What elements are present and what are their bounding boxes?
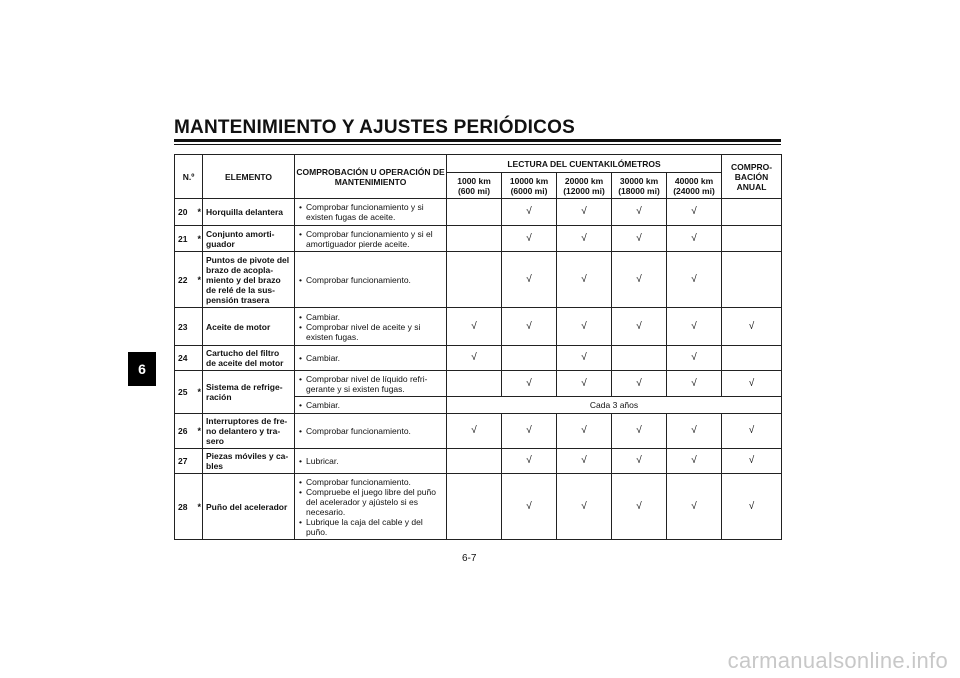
check-mark: √	[557, 449, 612, 474]
header-interval	[667, 173, 722, 199]
table-row	[175, 226, 782, 252]
check-mark: √	[612, 226, 667, 252]
operation-item: • Cambiar.	[298, 400, 443, 410]
operation-cell	[295, 414, 447, 449]
interval-km: 20000 km	[564, 175, 604, 186]
empty-cell	[447, 474, 502, 540]
table-row	[175, 308, 782, 346]
operation-item: • Lubricar.	[298, 456, 443, 466]
maintenance-table	[174, 154, 782, 540]
dealer-service-marker: *	[197, 474, 203, 540]
operation-item: • Comprobar funcionamiento y si el amortiguador pierde aceite.	[298, 229, 443, 249]
element-name: Cartucho del filtro de aceite del motor	[203, 346, 295, 371]
element-name: Aceite de motor	[203, 308, 295, 346]
element-name: Interruptores de fre-no delantero y tra-sero	[203, 414, 295, 449]
row-number: 22	[175, 252, 197, 308]
element-name: Horquilla delantera	[203, 199, 295, 226]
check-mark: √	[667, 346, 722, 371]
interval-km: 40000 km	[674, 175, 714, 186]
row-number: 23	[175, 308, 197, 346]
check-mark: √	[722, 449, 782, 474]
operation-cell	[295, 474, 447, 540]
watermark-text: carmanualsonline.info	[727, 648, 948, 673]
check-mark: √	[502, 449, 557, 474]
check-mark: √	[557, 226, 612, 252]
element-name: Puño del acelerador	[203, 474, 295, 540]
row-number: 26	[175, 414, 197, 449]
interval-km: 10000 km	[509, 175, 549, 186]
check-mark: √	[667, 474, 722, 540]
operation-cell	[295, 397, 447, 414]
header-odometer: LECTURA DEL CUENTAKILÓMETROS	[447, 155, 722, 173]
check-mark: √	[447, 308, 502, 346]
empty-cell	[447, 199, 502, 226]
check-mark: √	[612, 474, 667, 540]
check-mark: √	[667, 371, 722, 397]
check-mark: √	[502, 226, 557, 252]
dealer-service-marker: *	[197, 199, 203, 226]
operation-cell	[295, 199, 447, 226]
check-mark: √	[502, 252, 557, 308]
check-mark: √	[557, 414, 612, 449]
check-mark: √	[502, 308, 557, 346]
dealer-service-marker: *	[197, 252, 203, 308]
check-mark: √	[557, 474, 612, 540]
operation-cell	[295, 371, 447, 397]
header-interval	[447, 173, 502, 199]
empty-cell	[722, 252, 782, 308]
interval-mi: (6000 mi)	[510, 185, 548, 196]
empty-cell	[447, 371, 502, 397]
table-row	[175, 449, 782, 474]
table-row	[175, 474, 782, 540]
check-mark: √	[502, 371, 557, 397]
empty-cell	[447, 252, 502, 308]
table-row	[175, 346, 782, 371]
check-mark: √	[502, 474, 557, 540]
interval-km: 30000 km	[619, 175, 659, 186]
operation-cell	[295, 252, 447, 308]
title-rule-thick	[174, 139, 781, 142]
header-interval	[502, 173, 557, 199]
table-row	[175, 252, 782, 308]
check-mark: √	[722, 371, 782, 397]
check-mark: √	[502, 414, 557, 449]
check-mark: √	[447, 414, 502, 449]
check-mark: √	[612, 449, 667, 474]
element-name: Piezas móviles y ca-bles	[203, 449, 295, 474]
operation-item: • Comprobar nivel de aceite y si existen fugas.	[298, 322, 443, 342]
interval-span-text: Cada 3 años	[447, 397, 782, 414]
operation-item: • Compruebe el juego libre del puño del acelerador y ajústelo si es necesario.	[298, 487, 443, 517]
empty-cell	[612, 346, 667, 371]
dealer-service-marker: *	[197, 414, 203, 449]
empty-cell	[722, 226, 782, 252]
check-mark: √	[667, 226, 722, 252]
empty-cell	[722, 346, 782, 371]
interval-km: 1000 km	[457, 175, 491, 186]
check-mark: √	[612, 414, 667, 449]
page-title: MANTENIMIENTO Y AJUSTES PERIÓDICOS	[174, 117, 575, 138]
header-interval	[557, 173, 612, 199]
operation-item: • Comprobar funcionamiento y si existen fugas de aceite.	[298, 202, 443, 222]
element-name: Puntos de pivote del brazo de acopla-miento y del brazo de relé de la sus-pensión trasera	[203, 252, 295, 308]
operation-cell	[295, 226, 447, 252]
empty-cell	[502, 346, 557, 371]
table-row	[175, 371, 782, 397]
check-mark: √	[612, 199, 667, 226]
empty-cell	[447, 449, 502, 474]
check-mark: √	[722, 308, 782, 346]
check-mark: √	[667, 252, 722, 308]
title-rule-thin	[174, 144, 781, 145]
operation-item: • Cambiar.	[298, 312, 443, 322]
check-mark: √	[612, 371, 667, 397]
empty-cell	[722, 199, 782, 226]
check-mark: √	[447, 346, 502, 371]
header-annual: COMPRO-BACIÓN ANUAL	[722, 155, 782, 199]
operation-item: • Comprobar nivel de líquido refri-gerante y si existen fugas.	[298, 374, 443, 394]
check-mark: √	[667, 199, 722, 226]
operation-item: • Cambiar.	[298, 353, 443, 363]
interval-mi: (18000 mi)	[618, 185, 660, 196]
row-number: 27	[175, 449, 197, 474]
check-mark: √	[557, 252, 612, 308]
check-mark: √	[722, 474, 782, 540]
element-name: Sistema de refrige-ración	[203, 371, 295, 414]
operation-item: • Comprobar funcionamiento.	[298, 275, 443, 285]
operation-cell	[295, 346, 447, 371]
check-mark: √	[557, 346, 612, 371]
row-number: 24	[175, 346, 197, 371]
check-mark: √	[667, 308, 722, 346]
empty-cell	[447, 226, 502, 252]
header-element: ELEMENTO	[203, 155, 295, 199]
check-mark: √	[612, 252, 667, 308]
interval-mi: (24000 mi)	[673, 185, 715, 196]
row-number: 25	[175, 371, 197, 414]
operation-item: • Comprobar funcionamiento.	[298, 477, 443, 487]
section-tab: 6	[128, 352, 156, 386]
check-mark: √	[557, 308, 612, 346]
header-operation: COMPROBACIÓN U OPERACIÓN DE MANTENIMIENTO	[295, 155, 447, 199]
check-mark: √	[722, 414, 782, 449]
dealer-service-marker: *	[197, 371, 203, 414]
operation-item: • Lubrique la caja del cable y del puño.	[298, 517, 443, 537]
operation-cell	[295, 308, 447, 346]
interval-mi: (12000 mi)	[563, 185, 605, 196]
table-row	[175, 414, 782, 449]
check-mark: √	[667, 414, 722, 449]
operation-cell	[295, 449, 447, 474]
check-mark: √	[502, 199, 557, 226]
page-number: 6-7	[462, 553, 477, 564]
check-mark: √	[667, 449, 722, 474]
header-num: N.º	[175, 155, 203, 199]
element-name: Conjunto amorti-guador	[203, 226, 295, 252]
table-row	[175, 199, 782, 226]
interval-mi: (600 mi)	[457, 185, 491, 196]
row-number: 21	[175, 226, 197, 252]
check-mark: √	[612, 308, 667, 346]
row-number: 28	[175, 474, 197, 540]
operation-item: • Comprobar funcionamiento.	[298, 426, 443, 436]
header-interval	[612, 173, 667, 199]
row-number: 20	[175, 199, 197, 226]
dealer-service-marker: *	[197, 226, 203, 252]
check-mark: √	[557, 199, 612, 226]
check-mark: √	[557, 371, 612, 397]
